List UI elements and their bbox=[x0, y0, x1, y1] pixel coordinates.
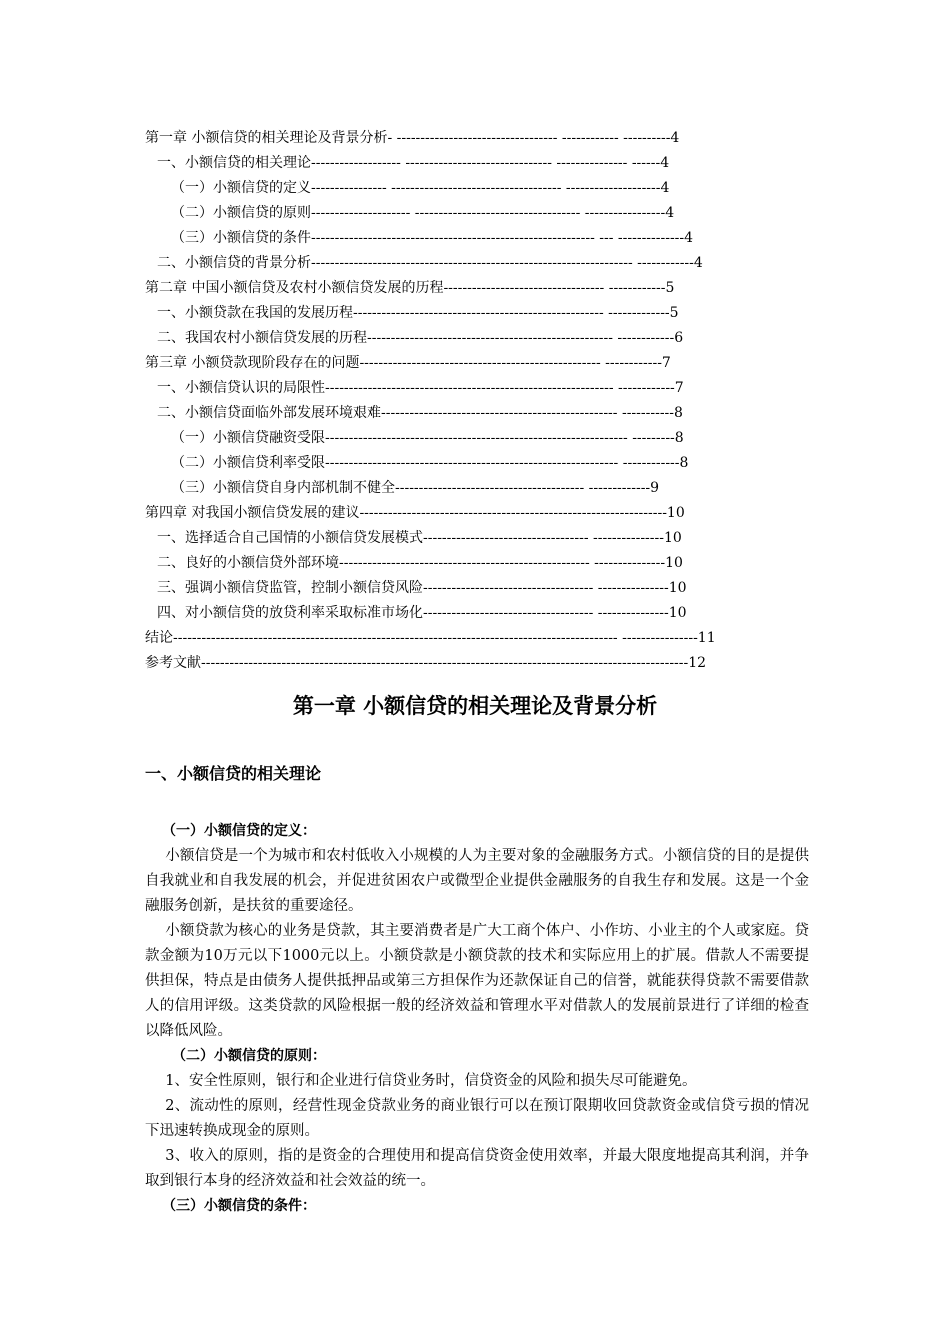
toc-entry: 三、强调小额信贷监管，控制小额信贷风险------------------------------------ ---------------10 bbox=[157, 580, 687, 596]
body-text bbox=[145, 819, 809, 1219]
toc-entry: （二）小额信贷的原则--------------------- ----------------------------------- -----------------4 bbox=[171, 205, 675, 221]
toc-entry: 一、小额贷款在我国的发展历程----------------------------------------------------- -------------5 bbox=[157, 305, 679, 321]
list-item: 3、收入的原则，指的是资金的合理使用和提高信贷资金使用效率，并最大限度地提高其利润，并争取到银行本身的经济效益和社会效益的统一。 bbox=[145, 1148, 809, 1189]
subsection-heading-definition: （一）小额信贷的定义： bbox=[162, 823, 316, 839]
toc-entry: 二、我国农村小额信贷发展的历程---------------------------------------------------- ------------6 bbox=[157, 330, 684, 346]
section-title: 一、小额信贷的相关理论 bbox=[145, 764, 322, 783]
toc-entry: （二）小额信贷利率受限-------------------------------------------------------------- ------------8 bbox=[171, 455, 689, 471]
toc-entry: （一）小额信贷融资受限---------------------------------------------------------------- ---------8 bbox=[171, 430, 684, 446]
subsection-heading-principles: （二）小额信贷的原则： bbox=[172, 1048, 326, 1064]
toc-entry: 二、小额信贷的背景分析-------------------------------------------------------------------- ------------4 bbox=[157, 255, 703, 271]
toc-entry: 第三章 小额贷款现阶段存在的问题--------------------------------------------------- ------------7 bbox=[145, 355, 671, 371]
toc-entry: 参考文献-------------------------------------------------------------------------------------------------------12 bbox=[145, 655, 707, 671]
toc-entry: 一、选择适合自己国情的小额信贷发展模式----------------------------------- ---------------10 bbox=[157, 530, 682, 546]
toc-entry: 第一章 小额信贷的相关理论及背景分析- ---------------------------------- ------------ ----------4 bbox=[145, 130, 680, 146]
paragraph: 小额贷款为核心的业务是贷款，其主要消费者是广大工商个体户、小作坊、小业主的个人或家庭。贷款金额为10万元以下1000元以上。小额贷款是小额贷款的技术和实际应用上的扩展。借款人不需要提供担保，特点是由债务人提供抵押品或第三方担保作为还款保证自己的信誉，就能获得贷款不需要借款人的信用评级。这类贷款的风险根据一般的经济效益和管理水平对借款人的发展前景进行了详细的检查以降低风险。 bbox=[145, 923, 809, 1039]
list-item: 1、安全性原则，银行和企业进行信贷业务时，信贷资金的风险和损失尽可能避免。 bbox=[165, 1073, 697, 1089]
paragraph: 小额信贷是一个为城市和农村低收入小规模的人为主要对象的金融服务方式。小额信贷的目的是提供自我就业和自我发展的机会，并促进贫困农户或微型企业提供金融服务的自我生存和发展。这是一个金融服务创新，是扶贫的重要途径。 bbox=[145, 848, 809, 914]
toc-entry: 第四章 对我国小额信贷发展的建议-----------------------------------------------------------------10 bbox=[145, 505, 685, 521]
toc-entry: 第二章 中国小额信贷及农村小额信贷发展的历程---------------------------------- ------------5 bbox=[145, 280, 675, 296]
subsection-heading-conditions: （三）小额信贷的条件： bbox=[162, 1198, 316, 1214]
toc-entry: 四、对小额信贷的放贷利率采取标准市场化------------------------------------ ---------------10 bbox=[157, 605, 687, 621]
toc-entry: 二、小额信贷面临外部发展环境艰难-------------------------------------------------- -----------8 bbox=[157, 405, 683, 421]
table-of-contents bbox=[145, 126, 785, 676]
toc-entry: 一、小额信贷认识的局限性------------------------------------------------------------- ------------7 bbox=[157, 380, 684, 396]
toc-entry: 二、良好的小额信贷外部环境----------------------------------------------------- ---------------10 bbox=[157, 555, 683, 571]
toc-entry: 一、小额信贷的相关理论------------------- ------------------------------- --------------- ------4 bbox=[157, 155, 670, 171]
toc-entry: 结论---------------------------------------------------------------------------------------------- ----------------11 bbox=[145, 630, 716, 646]
toc-entry: （三）小额信贷的条件------------------------------------------------------------ --- --------------4 bbox=[171, 230, 694, 246]
toc-entry: （三）小额信贷自身内部机制不健全---------------------------------------- -------------9 bbox=[171, 480, 660, 496]
list-item: 2、流动性的原则，经营性现金贷款业务的商业银行可以在预订限期收回贷款资金或信贷亏损的情况下迅速转换成现金的原则。 bbox=[145, 1098, 809, 1139]
chapter-title: 第一章 小额信贷的相关理论及背景分析 bbox=[292, 694, 658, 718]
toc-entry: （一）小额信贷的定义---------------- ------------------------------------ --------------------4 bbox=[171, 180, 670, 196]
